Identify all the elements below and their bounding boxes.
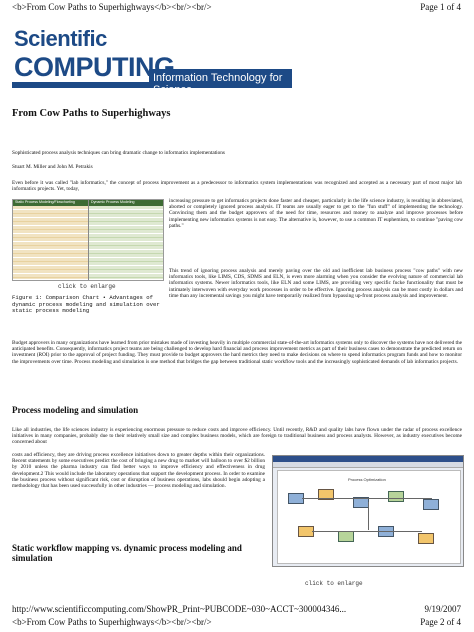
site-logo xyxy=(12,22,292,97)
figure2-node xyxy=(423,499,439,510)
logo-tagline: Information Technology for Science xyxy=(153,72,283,96)
section1-heading: Process modeling and simulation xyxy=(12,405,139,415)
intro-p3: Budget approvers in many organizations have learned from prior mistakes made of investing heavily in multiple commercial state-of-the-art informatics systems only to discover the systems have not delivered the anticipated benefits. Consequently, informatics project teams are being challenged to develop hard financial and process improvement metrics as part of their business cases to demonstrate the predicted return on investment (ROI) prior to the approval of project funding. They must provide to budget approvers the hard metrics they need to make decisions on where to spend informatics program funds and how to monitor the improvements over time. Process modeling and simulation is one method that bridges the gap between traditional static workflow tools and the increasingly sophisticated demands of lab informatics projects. xyxy=(12,340,463,365)
article-authors: Stuart M. Miller and John M. Petrakis xyxy=(12,164,93,170)
intro-p2: This trend of ignoring process analysis and merely paving over the old and inefficient lab business process "cow paths" with new informatics tools, like LIMS, CDS, SDMS and ELN, is even more alarming when you consider the evolving nature of commercial lab informatics systems. Newer informatics tools, like ELN and some LIMS, are providing very specific fucke functionality that must be intimately interwoven with everyday work processes in order to be effective. Ignoring process analysis can be most costly in dollars and time than any incremental savings you might have temporarily realized from bypassing up-front process analysis and improvement. xyxy=(169,268,463,299)
figure2-node xyxy=(338,531,354,542)
figure2-node xyxy=(418,533,434,544)
intro-p1-top: Even before it was called "lab informatics," the concept of process improvement as a predecessor to informatics system implementations was recognized and accepted as a necessary part of most major lab informatics projects. Yet, today, xyxy=(12,180,462,193)
article-title: From Cow Paths to Superhighways xyxy=(12,108,171,119)
figure2-connector xyxy=(312,531,422,532)
logo-line2: COMPUTING xyxy=(14,52,175,82)
footer-left: <b>From Cow Paths to Superhighways</b><br/><br/> xyxy=(12,617,212,627)
figure2-node xyxy=(388,491,404,502)
figure1-left-header: Static Process Modeling/Flowcharting xyxy=(15,200,75,204)
figure2-title: Process Optimization xyxy=(348,477,386,482)
figure1-right-body xyxy=(88,206,163,279)
intro-p1-right: increasing pressure to get informatics projects done faster and cheaper, particularly in the life science industry, is resulting in abbreviated, aborted or completely ignored process analysis. IT teams are usually eager to get to the "fun stuff" of implementing the technology. Convincing them and the budget approvers of the need for time, resources and money to analyze and improve processes before implementing new informatics systems is not easy. The alternative is, however, to use a common IT euphemism, to continue "paving cow paths." xyxy=(169,198,463,229)
figure1-caption: Figure 1: Comparison Chart • Advantages of dynamic process modeling and simulation over static process modeling xyxy=(12,294,160,315)
figure2-toolbar xyxy=(273,462,463,468)
logo-line1: Scientific xyxy=(14,26,107,51)
figure2-enlarge-link[interactable]: click to enlarge xyxy=(305,580,363,587)
figure2-canvas xyxy=(277,470,461,564)
figure1-left-body xyxy=(13,206,88,279)
page-header-left: <b>From Cow Paths to Superhighways</b><br/><br/> xyxy=(12,2,212,12)
figure2-connector xyxy=(368,502,369,530)
figure1-image[interactable] xyxy=(12,199,164,281)
section1-p-top: Like all industries, the life sciences industry is experiencing enormous pressure to reduce costs and improve efficiency. Until recently, R&D and quality labs have flown under the radar of process excellence initiatives in many companies, probably due to their relatively small size and complex business models, which are foreign to traditional business and process analysts. However, as industry executives become concerned about xyxy=(12,427,462,446)
figure1-right-header: Dynamic Process Modeling xyxy=(91,200,135,204)
footer-date: 9/19/2007 xyxy=(424,604,461,614)
figure1-enlarge-link[interactable]: click to enlarge xyxy=(58,283,116,290)
footer-right: Page 2 of 4 xyxy=(420,617,461,627)
article-subtitle: Sophisticated process analysis techniques can bring dramatic change to informatics implementations xyxy=(12,150,225,156)
figure2-connector xyxy=(302,498,432,499)
section1-p-left: costs and efficiency, they are driving process excellence initiatives down to greater depths within their organizations. Recent statements by some executives predict the cost of bringing a new drug to market will balloon to over $2 billion by 2010 unless the pharma industry can find better ways to improve efficiency and effectiveness in drug development.2 This would include the laboratory operations that support the development process. In order to examine the business process without significant risk, cost or disruption of business operations, labs should begin adopting a methodology that has been used successfully in other industries — process modeling and simulation. xyxy=(12,452,265,490)
page-header-right: Page 1 of 4 xyxy=(420,2,461,12)
figure2-image[interactable] xyxy=(272,455,464,567)
section2-heading: Static workflow mapping vs. dynamic process modeling and simulation xyxy=(12,543,242,563)
figure1-divider xyxy=(88,200,89,280)
footer-url[interactable]: http://www.scientificcomputing.com/ShowPR_Print~PUBCODE~030~ACCT~300004346... xyxy=(12,604,347,614)
